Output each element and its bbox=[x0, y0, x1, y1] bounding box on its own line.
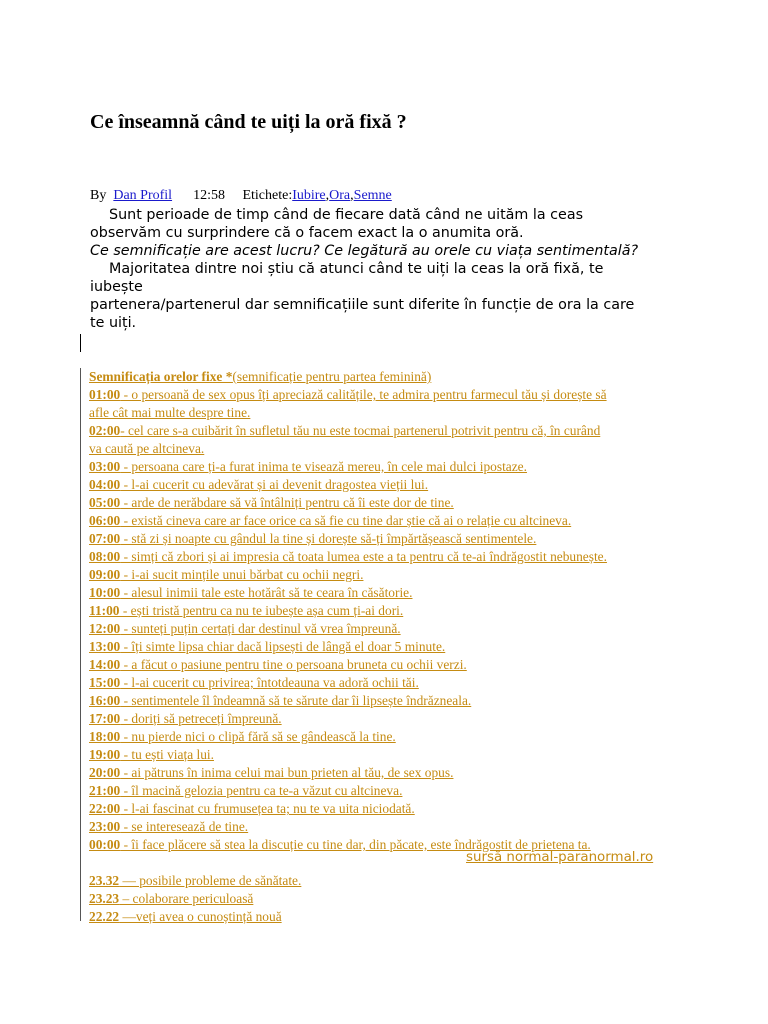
intro-line: observăm cu surprindere că o facem exact la o anumita oră. bbox=[90, 225, 524, 241]
tag-link-ora[interactable]: Ora bbox=[329, 188, 351, 203]
intro-line: te uiți. bbox=[90, 315, 137, 331]
hour-label: 01:00 bbox=[89, 387, 121, 402]
hour-meaning: - ești tristă pentru ca nu te iubește așa cum ți-ai dori. bbox=[119, 603, 404, 618]
hour-label: 03:00 bbox=[89, 459, 121, 474]
hour-meaning: - stă zi și noapte cu gândul la tine și dorește să-ți împărtășească sentimentele. bbox=[120, 531, 537, 546]
hour-meanings-list bbox=[89, 368, 729, 926]
hour-label: 05:00 bbox=[89, 495, 121, 510]
hour-meaning: - l-ai fascinat cu frumusețea ta; nu te va uita niciodată. bbox=[120, 801, 415, 816]
hour-label: 11:00 bbox=[89, 603, 120, 618]
list-item bbox=[89, 746, 729, 764]
hour-label: 17:00 bbox=[89, 711, 121, 726]
hour-label: 16:00 bbox=[89, 693, 121, 708]
hour-label: 23.32 bbox=[89, 873, 120, 888]
list-item bbox=[89, 908, 729, 926]
hour-meaning: — posibile probleme de sănătate. bbox=[119, 873, 302, 888]
list-item bbox=[89, 458, 729, 476]
list-heading bbox=[89, 368, 729, 386]
list-item bbox=[89, 512, 729, 530]
hour-meaning: - îți simte lipsa chiar dacă lipsești de lângă el doar 5 minute. bbox=[120, 639, 446, 654]
hour-label: 08:00 bbox=[89, 549, 121, 564]
intro-line: iubește bbox=[90, 279, 143, 295]
hour-label: 04:00 bbox=[89, 477, 121, 492]
list-item bbox=[89, 800, 729, 818]
hour-meaning: va caută pe altcineva. bbox=[89, 441, 205, 456]
hour-label: 19:00 bbox=[89, 747, 121, 762]
list-item bbox=[89, 566, 729, 584]
page-title: Ce înseamnă când te uiți la oră fixă ? bbox=[90, 111, 407, 133]
hour-label: 10:00 bbox=[89, 585, 121, 600]
list-item bbox=[89, 710, 729, 728]
hour-label: 23:00 bbox=[89, 819, 121, 834]
intro-line: partenera/partenerul dar semnificațiile sunt diferite în funcție de ora la care bbox=[90, 297, 635, 313]
list-item bbox=[89, 530, 729, 548]
list-item bbox=[89, 422, 729, 440]
hour-meaning: - sunteți puțin certați dar destinul vă vrea împreună. bbox=[120, 621, 401, 636]
author-link[interactable]: Dan Profil bbox=[113, 188, 173, 203]
list-item bbox=[89, 404, 729, 422]
hour-meaning: - există cineva care ar face orice ca să fie cu tine dar știe că ai o relație cu altcineva. bbox=[120, 513, 572, 528]
tag-link-semne[interactable]: Semne bbox=[353, 188, 392, 203]
hour-meaning: —veți avea o cunoștință nouă bbox=[119, 909, 282, 924]
hour-label: 18:00 bbox=[89, 729, 121, 744]
hour-meaning: - arde de nerăbdare să vă întâlniți pentru că îi este dor de tine. bbox=[120, 495, 454, 510]
hour-label: 15:00 bbox=[89, 675, 121, 690]
list-heading-title: Semnificația orelor fixe * bbox=[89, 369, 233, 384]
hour-label: 07:00 bbox=[89, 531, 121, 546]
hour-label: 22.22 bbox=[89, 909, 120, 924]
hour-label: 20:00 bbox=[89, 765, 121, 780]
hour-meaning: - simți că zbori și ai impresia că toata lumea este a ta pentru că te-ai îndrăgostit nebunește. bbox=[120, 549, 607, 564]
post-time: 12:58 bbox=[193, 188, 225, 203]
hour-meaning: - ai pătruns în inima celui mai bun prieten al tău, de sex opus. bbox=[120, 765, 454, 780]
hour-label: 00:00 bbox=[89, 837, 121, 852]
intro-line: Sunt perioade de timp când de fiecare dată când ne uităm la ceas bbox=[109, 207, 584, 223]
hour-label: 21:00 bbox=[89, 783, 121, 798]
hour-label: 22:00 bbox=[89, 801, 121, 816]
hour-label: 13:00 bbox=[89, 639, 121, 654]
tag-link-iubire[interactable]: Iubire bbox=[292, 188, 326, 203]
intro-question: Ce semnificație are acest lucru? Ce legătură au orele cu viața sentimentală? bbox=[90, 243, 639, 259]
list-item bbox=[89, 890, 729, 908]
hour-meaning: - îl macină gelozia pentru ca te-a văzut cu altcineva. bbox=[120, 783, 403, 798]
intro-text bbox=[90, 206, 690, 332]
hour-label: 09:00 bbox=[89, 567, 121, 582]
list-item bbox=[89, 782, 729, 800]
list-item bbox=[89, 656, 729, 674]
hour-label: 12:00 bbox=[89, 621, 121, 636]
list-item bbox=[89, 386, 729, 404]
hour-meaning: - l-ai cucerit cu adevărat și ai devenit dragostea vieții lui. bbox=[120, 477, 429, 492]
hour-meaning: - o persoană de sex opus îți apreciază calitățile, te admira pentru farmecul tău și dorește să bbox=[120, 387, 607, 402]
list-item bbox=[89, 602, 729, 620]
hour-label: 06:00 bbox=[89, 513, 121, 528]
hour-meaning: - alesul inimii tale este hotărât să te ceara în căsătorie. bbox=[120, 585, 413, 600]
hour-meaning: - tu ești viața lui. bbox=[120, 747, 214, 762]
section-left-rule bbox=[80, 368, 81, 921]
hour-meaning: - cel care s-a cuibărit în sufletul tău nu este tocmai partenerul potrivit pentru că, în curând bbox=[120, 423, 601, 438]
hour-meaning: - doriți să petreceți împreună. bbox=[120, 711, 282, 726]
list-item bbox=[89, 728, 729, 746]
hour-label: 23.23 bbox=[89, 891, 120, 906]
by-label: By bbox=[90, 188, 107, 203]
list-item bbox=[89, 476, 729, 494]
hour-meaning: - persoana care ți-a furat inima te visează mereu, în cele mai dulci ipostaze. bbox=[120, 459, 527, 474]
list-item bbox=[89, 548, 729, 566]
hour-label: 14:00 bbox=[89, 657, 121, 672]
list-heading-note: (semnificație pentru partea feminină) bbox=[232, 369, 432, 384]
list-item bbox=[89, 620, 729, 638]
hour-meaning: – colaborare periculoasă bbox=[119, 891, 254, 906]
hour-meaning: - nu pierde nici o clipă fără să se gândească la tine. bbox=[120, 729, 396, 744]
list-item bbox=[89, 818, 729, 836]
intro-line: Majoritatea dintre noi știu că atunci când te uiți la ceas la oră fixă, te bbox=[109, 261, 604, 277]
list-item bbox=[89, 872, 729, 890]
source-link[interactable]: sursă normal-paranormal.ro bbox=[466, 850, 654, 865]
list-rows bbox=[89, 386, 729, 926]
list-item bbox=[89, 638, 729, 656]
hour-label: 02:00 bbox=[89, 423, 121, 438]
list-item bbox=[89, 440, 729, 458]
hour-meaning: - sentimentele îl îndeamnă să te sărute dar îi lipsește îndrăzneala. bbox=[120, 693, 472, 708]
hour-meaning: - îi face plăcere să stea la discuție cu tine dar, din păcate, este îndrăgostit de prietena ta. bbox=[120, 837, 591, 852]
byline: By Dan Profil 12:58 Etichete:Iubire,Ora,Semne bbox=[90, 188, 392, 203]
hour-meaning: - l-ai cucerit cu privirea; întotdeauna va adoră ochii tăi. bbox=[120, 675, 419, 690]
text-cursor bbox=[80, 334, 81, 352]
hour-meaning: - i-ai sucit mințile unui bărbat cu ochii negri. bbox=[120, 567, 364, 582]
list-item bbox=[89, 674, 729, 692]
hour-meaning: - se interesează de tine. bbox=[120, 819, 249, 834]
list-item bbox=[89, 692, 729, 710]
hour-meaning: - a făcut o pasiune pentru tine o persoana bruneta cu ochii verzi. bbox=[120, 657, 467, 672]
tags-label: Etichete: bbox=[242, 188, 293, 203]
list-item bbox=[89, 764, 729, 782]
list-item bbox=[89, 494, 729, 512]
list-item bbox=[89, 584, 729, 602]
hour-meaning: afle cât mai multe despre tine. bbox=[89, 405, 251, 420]
